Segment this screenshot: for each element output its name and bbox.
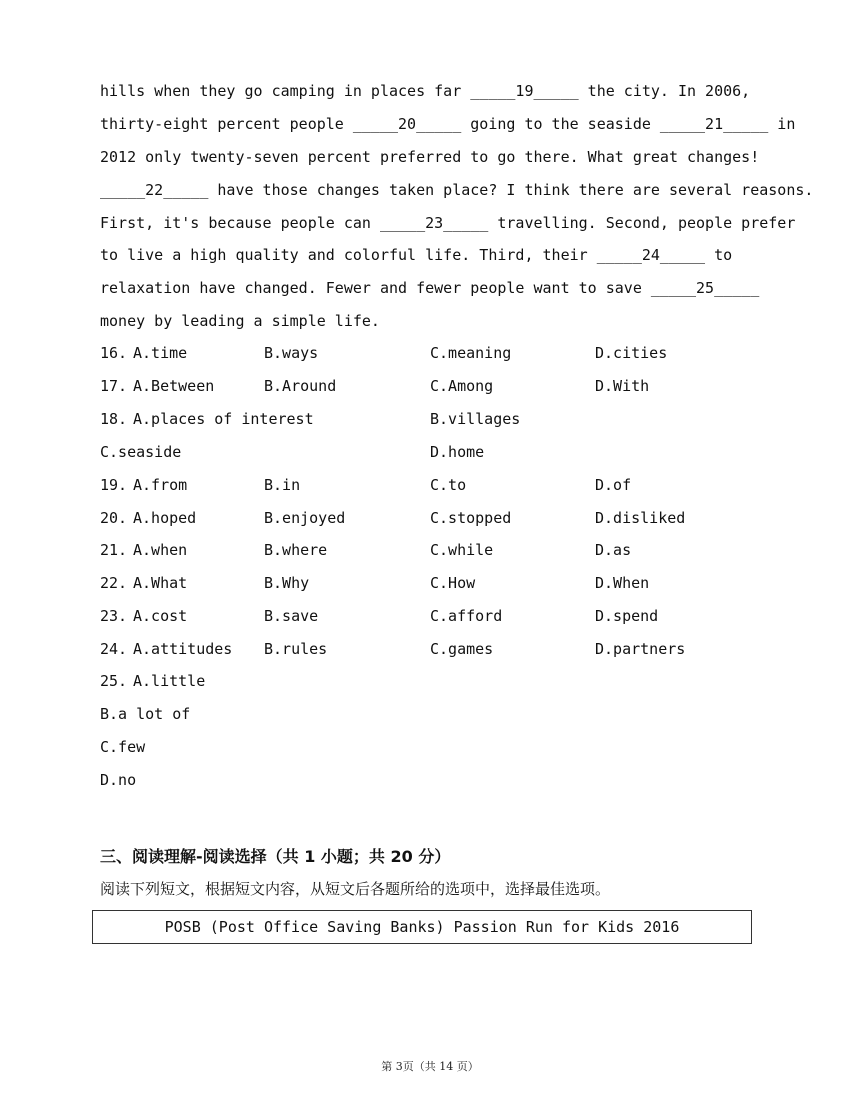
option-a[interactable]: A.What [133, 574, 188, 592]
passage-line-4: _____22_____ have those changes taken place? I think there are several reasons. [100, 181, 814, 199]
option-d[interactable]: D.When [595, 574, 650, 592]
option-a[interactable]: A.from [133, 476, 188, 494]
option-a[interactable]: A.time [133, 344, 188, 362]
option-a[interactable]: A.attitudes [133, 640, 233, 658]
option-c[interactable]: C.afford [430, 607, 503, 625]
section-heading: 三、阅读理解-阅读选择（共 1 小题；共 20 分） [100, 847, 451, 866]
option-d[interactable]: D.no [100, 771, 137, 789]
passage-line-8: money by leading a simple life. [100, 312, 380, 330]
section-instruction: 阅读下列短文，根据短文内容，从短文后各题所给的选项中，选择最佳选项。 [100, 880, 611, 898]
page-footer: 第 3页（共 14 页） [381, 1060, 479, 1073]
option-d[interactable]: D.home [430, 443, 485, 461]
option-c[interactable]: C.few [100, 738, 146, 756]
passage-line-5: First, it's because people can _____23_____ travelling. Second, people prefer [100, 214, 796, 232]
passage-line-2: thirty-eight percent people _____20_____ going to the seaside _____21_____ in [100, 115, 796, 133]
option-b[interactable]: B.villages [430, 410, 521, 428]
option-c[interactable]: C.while [430, 541, 494, 559]
option-c[interactable]: C.Among [430, 377, 494, 395]
option-b[interactable]: B.Around [264, 377, 337, 395]
option-b[interactable]: B.rules [264, 640, 328, 658]
passage-title-box [92, 910, 752, 944]
passage-title: POSB (Post Office Saving Banks) Passion Run for Kids 2016 [164, 918, 680, 936]
option-b[interactable]: B.ways [264, 344, 319, 362]
question-number: 21. [100, 541, 128, 559]
option-c[interactable]: C.seaside [100, 443, 182, 461]
option-a[interactable]: A.hoped [133, 509, 197, 527]
question-number: 20. [100, 509, 128, 527]
option-d[interactable]: D.as [595, 541, 632, 559]
question-number: 22. [100, 574, 128, 592]
option-c[interactable]: C.games [430, 640, 494, 658]
passage-line-1: hills when they go camping in places far _____19_____ the city. In 2006, [100, 82, 751, 100]
question-number: 16. [100, 344, 128, 362]
option-d[interactable]: D.disliked [595, 509, 686, 527]
option-d[interactable]: D.partners [595, 640, 686, 658]
passage-line-6: to live a high quality and colorful life. Third, their _____24_____ to [100, 246, 733, 264]
question-number: 17. [100, 377, 128, 395]
option-d[interactable]: D.With [595, 377, 650, 395]
option-d[interactable]: D.cities [595, 344, 668, 362]
option-c[interactable]: C.How [430, 574, 476, 592]
option-b[interactable]: B.enjoyed [264, 509, 346, 527]
question-number: 18. [100, 410, 128, 428]
option-d[interactable]: D.of [595, 476, 632, 494]
option-a[interactable]: A.places of interest [133, 410, 314, 428]
question-number: 25. [100, 672, 128, 690]
option-b[interactable]: B.in [264, 476, 301, 494]
option-b[interactable]: B.where [264, 541, 328, 559]
question-number: 23. [100, 607, 128, 625]
passage-line-7: relaxation have changed. Fewer and fewer people want to save _____25_____ [100, 279, 760, 297]
option-a[interactable]: A.little [133, 672, 206, 690]
option-a[interactable]: A.Between [133, 377, 215, 395]
option-c[interactable]: C.meaning [430, 344, 512, 362]
option-c[interactable]: C.stopped [430, 509, 512, 527]
option-a[interactable]: A.when [133, 541, 188, 559]
option-b[interactable]: B.a lot of [100, 705, 191, 723]
option-c[interactable]: C.to [430, 476, 467, 494]
option-b[interactable]: B.Why [264, 574, 310, 592]
passage-line-3: 2012 only twenty-seven percent preferred to go there. What great changes! [100, 148, 760, 166]
question-number: 19. [100, 476, 128, 494]
question-number: 24. [100, 640, 128, 658]
option-b[interactable]: B.save [264, 607, 319, 625]
option-d[interactable]: D.spend [595, 607, 659, 625]
option-a[interactable]: A.cost [133, 607, 188, 625]
